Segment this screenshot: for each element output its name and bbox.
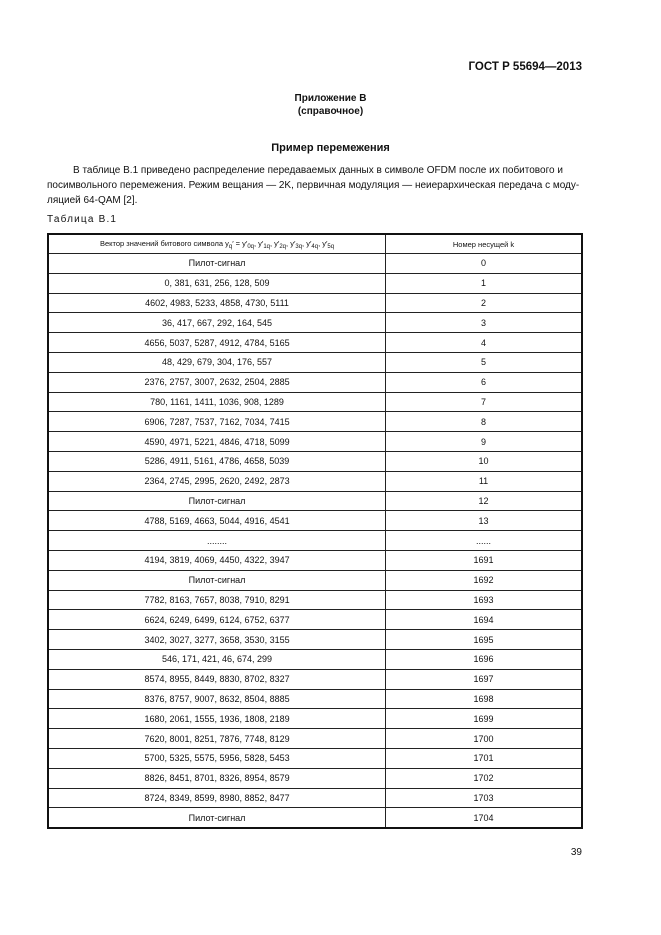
interleaving-table xyxy=(47,233,583,829)
carrier-number-cell: 11 xyxy=(386,471,582,491)
table-row xyxy=(48,451,582,471)
carrier-number-cell: 1701 xyxy=(386,748,582,768)
table-row xyxy=(48,313,582,333)
carrier-number-cell: 1696 xyxy=(386,649,582,669)
bit-vector-cell: Пилот-сигнал xyxy=(48,254,386,274)
section-title: Пример перемежения xyxy=(271,142,390,154)
carrier-number-cell: 1691 xyxy=(386,550,582,570)
carrier-number-cell: 9 xyxy=(386,432,582,452)
column-header-bit-vector: Вектор значений битового символа $y_q' = y'_{0q}$, $y'_{1q}$, $y'_{2q}$, $y'_{3q}$, $y'_{4q}$, $y'_{5q}$ xyxy=(48,234,386,254)
column-header-carrier-number: Номер несущей k xyxy=(386,234,582,254)
table-header-row xyxy=(48,234,582,254)
document-standard-number: ГОСТ Р 55694—2013 xyxy=(468,61,582,73)
table-row xyxy=(48,570,582,590)
carrier-number-cell: 1692 xyxy=(386,570,582,590)
bit-vector-cell: 8724, 8349, 8599, 8980, 8852, 8477 xyxy=(48,788,386,808)
bit-vector-cell: Пилот-сигнал xyxy=(48,570,386,590)
bit-vector-cell: Пилот-сигнал xyxy=(48,491,386,511)
table-row xyxy=(48,293,582,313)
bit-vector-cell: 4656, 5037, 5287, 4912, 4784, 5165 xyxy=(48,333,386,353)
bit-vector-cell: 4788, 5169, 4663, 5044, 4916, 4541 xyxy=(48,511,386,531)
carrier-number-cell: 1703 xyxy=(386,788,582,808)
carrier-number-cell: 1700 xyxy=(386,729,582,749)
table-row xyxy=(48,788,582,808)
carrier-number-cell: 1695 xyxy=(386,630,582,650)
carrier-number-cell: 6 xyxy=(386,372,582,392)
bit-vector-cell: 7620, 8001, 8251, 7876, 7748, 8129 xyxy=(48,729,386,749)
carrier-number-cell: 4 xyxy=(386,333,582,353)
table-row xyxy=(48,610,582,630)
carrier-number-cell: 1702 xyxy=(386,768,582,788)
header-text: Вектор значений битового символа y xyxy=(99,238,229,248)
carrier-number-cell: 13 xyxy=(386,511,582,531)
carrier-number-cell: 7 xyxy=(386,392,582,412)
table-row xyxy=(48,729,582,749)
table-row xyxy=(48,689,582,709)
bit-vector-cell: 2364, 2745, 2995, 2620, 2492, 2873 xyxy=(48,471,386,491)
table-row xyxy=(48,254,582,274)
bit-vector-cell: 6624, 6249, 6499, 6124, 6752, 6377 xyxy=(48,610,386,630)
carrier-number-cell: 0 xyxy=(386,254,582,274)
bit-vector-cell: 5286, 4911, 5161, 4786, 4658, 5039 xyxy=(48,451,386,471)
carrier-number-cell: 1698 xyxy=(386,689,582,709)
paragraph-line: ляцией 64-QAM [2]. xyxy=(47,195,138,206)
table-row xyxy=(48,352,582,372)
bit-vector-cell: 8376, 8757, 9007, 8632, 8504, 8885 xyxy=(48,689,386,709)
bit-vector-cell: 4590, 4971, 5221, 4846, 4718, 5099 xyxy=(48,432,386,452)
table-row xyxy=(48,669,582,689)
bit-vector-cell: 780, 1161, 1411, 1036, 908, 1289 xyxy=(48,392,386,412)
bit-vector-cell: 2376, 2757, 3007, 2632, 2504, 2885 xyxy=(48,372,386,392)
table-row xyxy=(48,709,582,729)
bit-vector-cell: 8826, 8451, 8701, 8326, 8954, 8579 xyxy=(48,768,386,788)
table-row xyxy=(48,590,582,610)
intro-paragraph xyxy=(47,163,582,208)
table-row xyxy=(48,491,582,511)
table-row xyxy=(48,432,582,452)
table-row xyxy=(48,808,582,828)
bit-vector-cell: 3402, 3027, 3277, 3658, 3530, 3155 xyxy=(48,630,386,650)
bit-vector-cell: Пилот-сигнал xyxy=(48,808,386,828)
table-row xyxy=(48,412,582,432)
bit-vector-cell: 546, 171, 421, 46, 674, 299 xyxy=(48,649,386,669)
table-row xyxy=(48,649,582,669)
table-row xyxy=(48,372,582,392)
carrier-number-cell: 3 xyxy=(386,313,582,333)
table-row xyxy=(48,630,582,650)
table-caption: Таблица В.1 xyxy=(47,214,118,225)
carrier-number-cell: 5 xyxy=(386,352,582,372)
carrier-number-cell: 1 xyxy=(386,273,582,293)
table-row xyxy=(48,748,582,768)
carrier-number-cell: 2 xyxy=(386,293,582,313)
bit-vector-cell: 8574, 8955, 8449, 8830, 8702, 8327 xyxy=(48,669,386,689)
annex-subtitle: (справочное) xyxy=(297,106,364,117)
table-row xyxy=(48,333,582,353)
table-row xyxy=(48,550,582,570)
carrier-number-cell: ...... xyxy=(386,531,582,551)
table-row xyxy=(48,511,582,531)
bit-vector-cell: 36, 417, 667, 292, 164, 545 xyxy=(48,313,386,333)
bit-vector-cell: 7782, 8163, 7657, 8038, 7910, 8291 xyxy=(48,590,386,610)
bit-vector-cell: 0, 381, 631, 256, 128, 509 xyxy=(48,273,386,293)
bit-vector-cell: 48, 429, 679, 304, 176, 557 xyxy=(48,352,386,372)
carrier-number-cell: 1697 xyxy=(386,669,582,689)
bit-vector-cell: 6906, 7287, 7537, 7162, 7034, 7415 xyxy=(48,412,386,432)
carrier-number-cell: 1699 xyxy=(386,709,582,729)
carrier-number-cell: 8 xyxy=(386,412,582,432)
table-row xyxy=(48,392,582,412)
carrier-number-cell: 10 xyxy=(386,451,582,471)
bit-vector-cell: ........ xyxy=(48,531,386,551)
paragraph-line: В таблице В.1 приведено распределение передаваемых данных в символе OFDM после их побитового и xyxy=(73,165,563,176)
carrier-number-cell: 1704 xyxy=(386,808,582,828)
paragraph-line: посимвольного перемежения. Режим вещания — 2K, первичная модуляция — неиерархическая передача с моду- xyxy=(47,180,580,191)
bit-vector-cell: 4602, 4983, 5233, 4858, 4730, 5111 xyxy=(48,293,386,313)
table-body xyxy=(48,254,582,829)
table-row xyxy=(48,768,582,788)
bit-vector-cell: 1680, 2061, 1555, 1936, 1808, 2189 xyxy=(48,709,386,729)
table-row xyxy=(48,273,582,293)
table-row xyxy=(48,531,582,551)
annex-title: Приложение В xyxy=(294,93,367,104)
bit-vector-cell: 4194, 3819, 4069, 4450, 4322, 3947 xyxy=(48,550,386,570)
bit-vector-cell: 5700, 5325, 5575, 5956, 5828, 5453 xyxy=(48,748,386,768)
page-number: 39 xyxy=(570,847,582,858)
carrier-number-cell: 1693 xyxy=(386,590,582,610)
carrier-number-cell: 1694 xyxy=(386,610,582,630)
table-row xyxy=(48,471,582,491)
carrier-number-cell: 12 xyxy=(386,491,582,511)
